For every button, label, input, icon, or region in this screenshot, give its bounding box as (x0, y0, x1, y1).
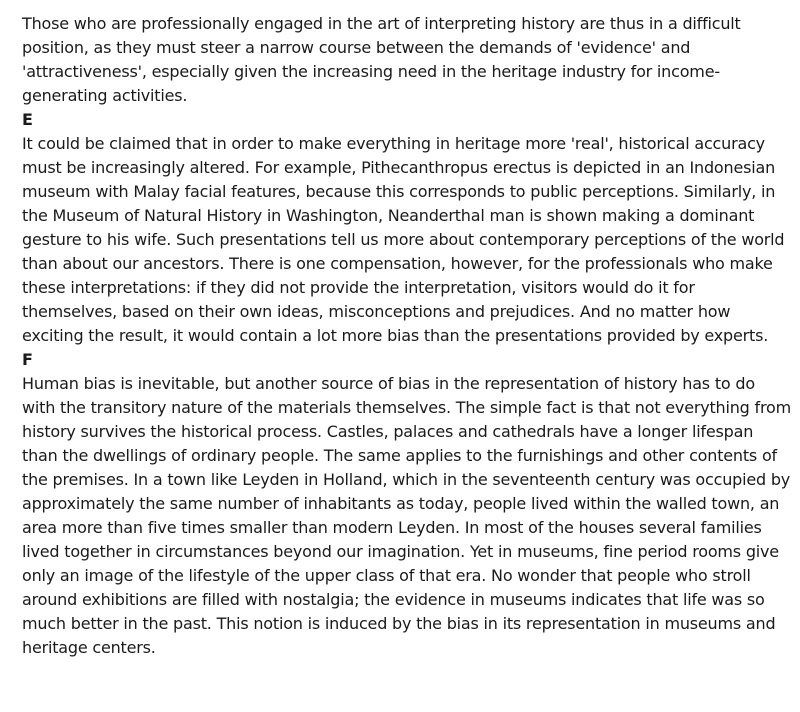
section-e (22, 108, 792, 348)
section-letter-e: E (22, 110, 33, 129)
section-f-paragraph: Human bias is inevitable, but another source of bias in the representation of history has to do with the transitory nature of the materials themselves. The simple fact is that not everything from history survives the historical process. Castles, palaces and cathedrals have a longer lifespan than the dwellings of ordinary people. The same applies to the furnishings and other contents of the premises. In a town like Leyden in Holland, which in the seventeenth century was occupied by approximately the same number of inhabitants as today, people lived within the walled town, an area more than five times smaller than modern Leyden. In most of the houses several families lived together in circumstances beyond our imagination. Yet in museums, fine period rooms give only an image of the lifestyle of the upper class of that era. No wonder that people who stroll around exhibitions are filled with nostalgia; the evidence in museums indicates that life was so much better in the past. This notion is induced by the bias in its representation in museums and heritage centers. (22, 374, 791, 657)
section-f (22, 348, 792, 660)
section-e-paragraph: It could be claimed that in order to make everything in heritage more 'real', historical accuracy must be increasingly altered. For example, Pithecanthropus erectus is depicted in an Indonesian museum with Malay facial features, because this corresponds to public perceptions. Similarly, in the Museum of Natural History in Washington, Neanderthal man is shown making a dominant gesture to his wife. Such presentations tell us more about contemporary perceptions of the world than about our ancestors. There is one compensation, however, for the professionals who make these interpretations: if they did not provide the interpretation, visitors would do it for themselves, based on their own ideas, misconceptions and prejudices. And no matter how exciting the result, it would contain a lot more bias than the presentations provided by experts. (22, 134, 785, 345)
intro-paragraph: Those who are professionally engaged in the art of interpreting history are thus in a difficult position, as they must steer a narrow course between the demands of 'evidence' and 'attractiveness', especially given the increasing need in the heritage industry for income-generating activities. (22, 14, 741, 105)
section-letter-f: F (22, 350, 33, 369)
document-body (22, 12, 792, 660)
